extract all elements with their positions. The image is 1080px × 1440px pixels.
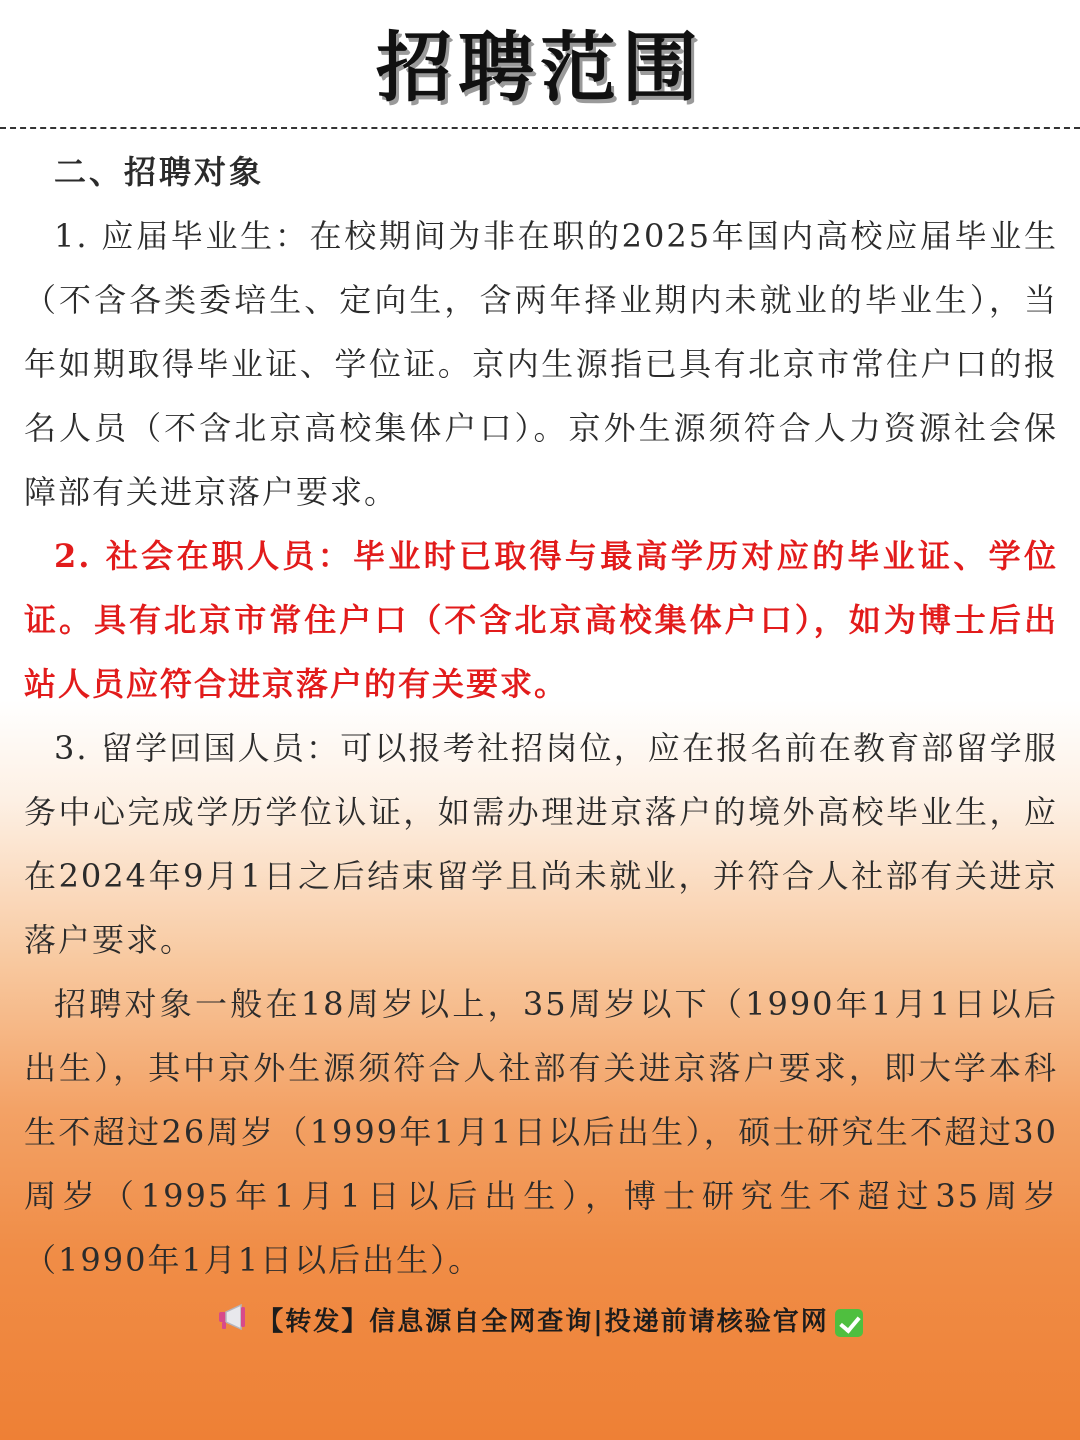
item-graduates [24,204,1058,524]
footer-note [0,1298,1080,1347]
check-mark-icon [835,1309,863,1337]
item-graduates-text: 在校期间为非在职的2025年国内高校应届毕业生（不含各类委培生、定向生，含两年择业期内未就业的毕业生），当年如期取得毕业证、学位证。京内生源指已具有北京市常住户口的报名人员（不含北京高校集体户口）。京外生源须符合人力资源社会保障部有关进京落户要求。 [24,217,1058,511]
item-graduates-label: 1. 应届毕业生： [54,217,310,255]
item-employed-label: 2. 社会在职人员： [54,537,354,575]
item-employed-text: 毕业时已取得与最高学历对应的毕业证、学位证。具有北京市常住户口（不含北京高校集体户口），如为博士后出站人员应符合进京落户的有关要求。 [24,537,1058,703]
footer-text: 【转发】信息源自全网查询|投递前请核验官网 [257,1307,829,1337]
item-employed [24,524,1058,716]
page-title: 招聘范围 [376,23,704,112]
item-returnees [24,716,1058,972]
item-returnees-text: 可以报考社招岗位，应在报名前在教育部留学服务中心完成学历学位认证，如需办理进京落户的境外高校毕业生，应在2024年9月1日之后结束留学且尚未就业，并符合人社部有关进京落户要求。 [24,729,1058,959]
age-requirement-paragraph: 招聘对象一般在18周岁以上，35周岁以下（1990年1月1日以后出生），其中京外生源须符合人社部有关进京落户要求，即大学本科生不超过26周岁（1999年1月1日以后出生），硕士研究生不超过30周岁（1995年1月1日以后出生），博士研究生不超过35周岁（1990年1月1日以后出生）。 [24,985,1058,1279]
dashed-divider [0,127,1080,129]
section-heading: 二、招聘对象 [54,153,265,191]
megaphone-icon [217,1299,251,1347]
main-content [24,140,1058,1292]
item-returnees-label: 3. 留学回国人员： [54,729,341,767]
